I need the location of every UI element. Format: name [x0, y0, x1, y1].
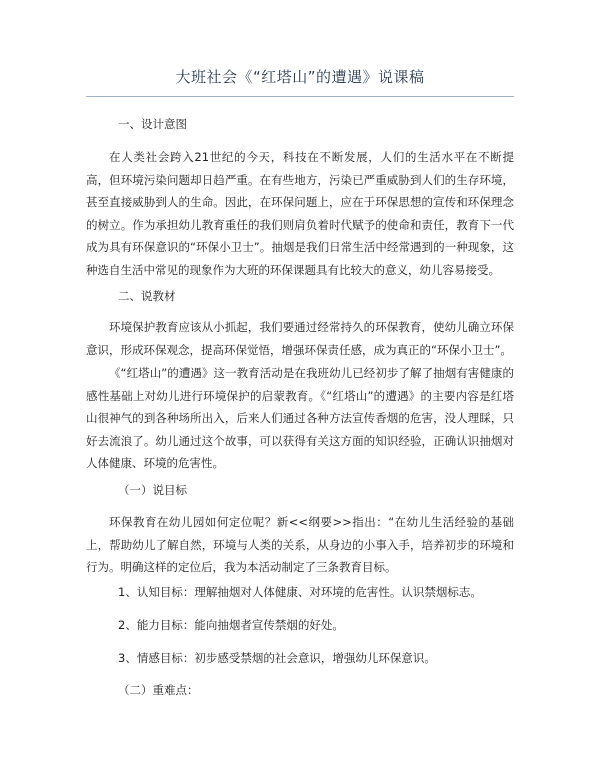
paragraph-teaching-material-2: 《“红塔山”的遭遇》这一教育活动是在我班幼儿已经初步了解了抽烟有害健康的感性基础上对幼儿进行环境保护的启蒙教育。《“红塔山”的遭遇》的主要内容是红塔山很神气的到各种场所出入，后来人们通过各种方法宣传香烟的危害，没人理睬，只好去流浪了。幼儿通过这个故事，可以获得有关这方面的知识经验，正确认识抽烟对人体健康、环境的危害性。: [86, 366, 514, 470]
paragraph-goals: 环保教育在幼儿园如何定位呢？新<<纲要>>指出：“在幼儿生活经验的基础上，帮助幼儿了解自然，环境与人类的关系，从身边的小事入手，培养初步的环境和行为。明确这样的定位后，我为本活动制定了三条教育目标。: [86, 515, 514, 574]
paragraph-teaching-material-1: 环境保护教育应该从小抓起，我们要通过经常持久的环保教育，使幼儿确立环保意识，形成环保观念，提高环保觉悟，增强环保责任感，成为真正的“环保小卫士”。: [86, 320, 514, 357]
goal-ability: 2、能力目标：能向抽烟者宣传禁烟的好处。: [118, 618, 344, 632]
section-heading-teaching-material: 二、说教材: [118, 289, 176, 303]
section-heading-goals: （一）说目标: [118, 483, 187, 497]
goal-emotion: 3、情感目标：初步感受禁烟的社会意识，增强幼儿环保意识。: [118, 651, 436, 665]
section-heading-design-intent: 一、设计意图: [118, 117, 187, 131]
title-divider: [86, 96, 514, 97]
paragraph-design-intent: 在人类社会跨入21世纪的今天，科技在不断发展，人们的生活水平在不断提高，但环境污染问题却日趋严重。在有些地方，污染已严重威胁到人们的生存环境，甚至直接威胁到人的生命。因此，在环保问题上，应在于环保思想的宣传和环保理念的树立。作为承担幼儿教育重任的我们则肩负着时代赋予的使命和责任，教育下一代成为具有环保意识的“环保小卫士”。抽烟是我们日常生活中经常遇到的一种现象，这种选自生活中常见的现象作为大班的环保课题具有比较大的意义，幼儿容易接受。: [86, 150, 514, 277]
goal-cognitive: 1、认知目标：理解抽烟对人体健康、对环境的危害性。认识禁烟标志。: [118, 585, 482, 599]
section-heading-key-points: （二）重难点：: [118, 683, 199, 697]
document-title: 大班社会《“红塔山”的遭遇》说课稿: [175, 68, 425, 86]
